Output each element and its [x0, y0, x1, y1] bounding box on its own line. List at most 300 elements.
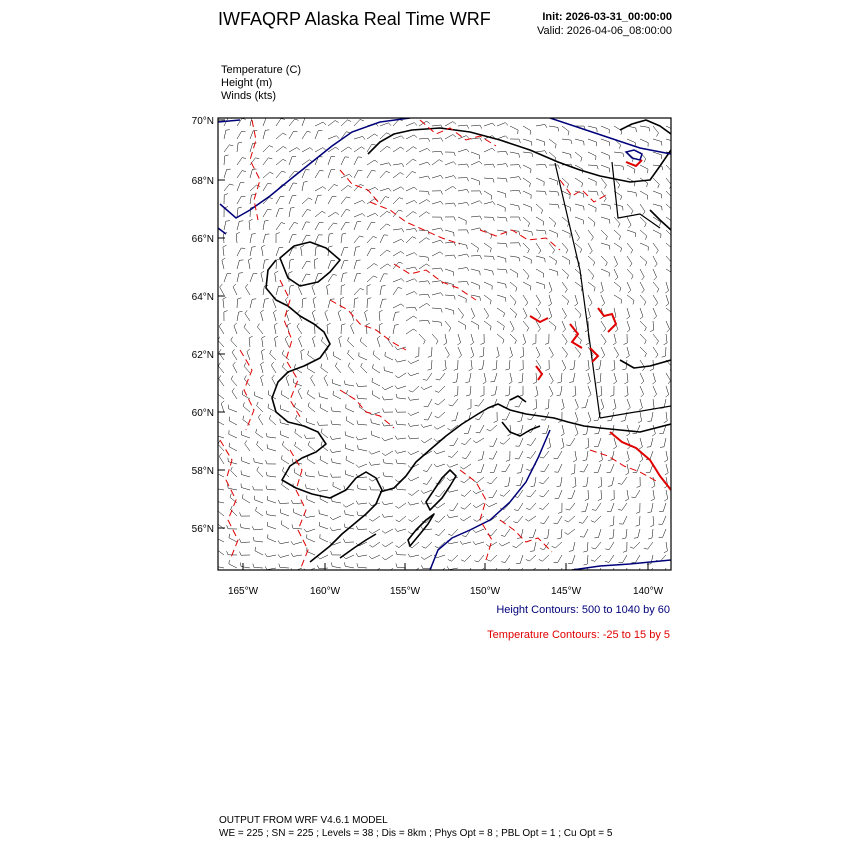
wind-barb	[229, 430, 237, 438]
wind-barb	[258, 414, 263, 425]
lon-label: 165°W	[227, 586, 259, 597]
wind-barb	[575, 347, 581, 358]
wind-barb	[408, 397, 419, 400]
wind-barb	[536, 230, 546, 235]
wind-barb	[302, 222, 310, 230]
wind-barb	[291, 553, 302, 557]
wind-barb	[497, 151, 508, 155]
wind-barb	[289, 131, 298, 139]
wind-barb	[492, 360, 497, 370]
wind-barb	[346, 416, 354, 425]
wind-barb	[627, 308, 630, 319]
wind-barb	[471, 255, 482, 259]
wind-barb	[562, 230, 570, 238]
wind-barb	[419, 162, 430, 165]
wind-barb	[539, 477, 549, 484]
wind-barb	[304, 529, 315, 532]
wind-barb	[419, 320, 430, 324]
wind-barb	[461, 490, 471, 496]
wind-barb	[664, 542, 668, 553]
wind-barb	[380, 211, 390, 217]
wind-barb	[294, 509, 302, 517]
wind-barb	[545, 334, 549, 344]
wind-barb	[449, 503, 458, 511]
wind-barb	[497, 243, 507, 247]
wind-barb	[479, 347, 484, 357]
wind-barb	[515, 438, 523, 446]
wind-barb	[255, 496, 263, 503]
wind-barb	[253, 564, 263, 568]
wind-barb	[276, 233, 280, 244]
wind-barb	[479, 360, 484, 370]
wind-barb	[596, 373, 601, 383]
wind-barb	[357, 421, 367, 426]
wind-barb	[523, 308, 527, 319]
wind-barb	[365, 310, 368, 321]
wind-barb	[276, 286, 283, 295]
wind-barb	[373, 364, 381, 373]
wind-barb	[379, 310, 383, 321]
wind-barb	[627, 217, 631, 228]
wind-barb	[289, 157, 296, 166]
wind-barb	[463, 568, 471, 576]
wind-barb	[558, 503, 562, 513]
wind-barb	[421, 555, 432, 560]
wind-barb	[261, 310, 264, 321]
wind-barb	[308, 351, 315, 360]
wind-barb	[367, 298, 371, 308]
wind-barb	[484, 282, 492, 290]
wind-barb	[218, 337, 224, 347]
wind-barb	[601, 243, 610, 250]
wind-barb	[435, 412, 445, 418]
wind-barb	[608, 568, 614, 577]
wind-barb	[575, 139, 584, 145]
wind-barb	[664, 334, 668, 345]
wind-barb	[214, 485, 224, 491]
wind-barb	[343, 539, 354, 543]
wind-barb	[215, 497, 224, 503]
wind-barb	[295, 429, 302, 438]
wind-barb	[369, 542, 380, 547]
wind-barb	[458, 295, 466, 303]
wind-barb	[473, 503, 484, 508]
wind-barb	[562, 308, 567, 319]
wind-barb	[331, 562, 341, 568]
wind-barb	[536, 243, 541, 254]
wind-barb	[419, 200, 430, 205]
wind-barb	[247, 349, 250, 360]
wind-barb	[664, 451, 667, 462]
wind-barb	[539, 503, 549, 510]
wind-barb	[666, 321, 670, 332]
wind-barb	[658, 516, 666, 524]
wind-barb	[406, 307, 417, 311]
wind-barb	[289, 119, 299, 126]
temperature-contours	[220, 120, 658, 570]
wind-barb	[328, 196, 336, 204]
wind-barb	[229, 417, 237, 425]
wind-barb	[289, 235, 296, 243]
wind-barb	[382, 529, 393, 533]
wind-barb	[546, 360, 550, 371]
wind-barb	[477, 464, 484, 473]
wind-barb	[406, 279, 417, 282]
wind-barb	[237, 171, 246, 178]
wind-barb	[393, 198, 403, 204]
wind-barb	[497, 217, 507, 222]
wind-barb	[344, 381, 354, 387]
wind-barb	[450, 438, 458, 446]
wind-barb	[518, 373, 523, 383]
wind-barb	[354, 298, 358, 308]
wind-barb	[237, 183, 244, 191]
wind-barb	[295, 403, 303, 412]
wind-barb	[613, 399, 616, 410]
wind-barb	[245, 284, 250, 295]
wind-barb	[224, 194, 228, 204]
wind-barb	[338, 310, 341, 321]
wind-barb	[432, 201, 443, 204]
wind-barb	[484, 217, 494, 221]
wind-barb	[222, 258, 225, 269]
wind-barb	[536, 347, 540, 358]
wind-barb	[367, 248, 375, 256]
wind-barb	[263, 259, 269, 269]
wind-barb	[393, 262, 403, 269]
wind-barb	[445, 186, 456, 191]
wind-barb	[432, 175, 443, 178]
field-winds-label: Winds (kts)	[221, 90, 276, 102]
wind-barb	[614, 165, 624, 170]
lon-label: 160°W	[309, 586, 341, 597]
wind-barb	[434, 464, 445, 467]
wind-barb	[471, 243, 478, 252]
wind-barb	[605, 555, 614, 562]
lon-label: 140°W	[632, 586, 664, 597]
wind-barb	[419, 281, 430, 285]
wind-barb	[361, 363, 367, 373]
wind-barb	[276, 196, 284, 204]
wind-barb	[592, 503, 601, 510]
wind-barb	[419, 138, 430, 142]
wind-barb	[367, 222, 375, 230]
wind-barb	[307, 364, 315, 373]
wind-barb	[516, 555, 523, 564]
wind-barb	[523, 269, 529, 279]
wind-barb	[358, 445, 367, 451]
wind-barb	[666, 269, 674, 278]
wind-barb	[613, 373, 616, 384]
wind-barb	[561, 438, 564, 449]
wind-barb	[263, 146, 273, 152]
wind-barb	[396, 421, 406, 425]
wind-barb	[369, 451, 380, 454]
wind-barb	[354, 157, 362, 165]
wind-barb	[241, 431, 250, 438]
wind-barb	[239, 539, 250, 543]
wind-barb	[666, 295, 669, 306]
wind-barb	[262, 245, 265, 256]
wind-barb	[523, 204, 531, 211]
wind-barb	[601, 295, 605, 306]
wind-barb	[596, 360, 601, 370]
wind-barb	[328, 136, 339, 139]
wind-barb	[458, 268, 469, 271]
wind-barb	[627, 295, 634, 304]
wind-barb	[484, 321, 491, 330]
wind-barb	[614, 295, 622, 304]
wind-barb	[315, 170, 324, 178]
wind-barb	[307, 495, 315, 503]
wind-barb	[489, 451, 497, 459]
wind-barb	[496, 347, 499, 358]
wind-barb	[445, 321, 451, 331]
wind-barb	[241, 484, 250, 491]
wind-barb	[525, 516, 536, 521]
wind-barb	[575, 282, 582, 291]
wind-barb	[250, 299, 256, 308]
wind-barb	[664, 490, 667, 501]
wind-barb	[650, 321, 654, 332]
wind-barb	[229, 443, 237, 451]
wind-barb	[325, 310, 328, 321]
wind-barb	[497, 164, 508, 168]
wind-barb	[301, 349, 305, 360]
wind-barb	[432, 308, 442, 312]
wind-barb	[497, 308, 505, 317]
wind-barb	[564, 529, 575, 535]
wind-barb	[328, 274, 337, 282]
wind-barb	[380, 299, 386, 308]
wind-barb	[333, 352, 341, 361]
wind-barb	[432, 240, 443, 243]
wind-barb	[304, 514, 315, 517]
wind-barb	[554, 516, 563, 524]
wind-barb	[588, 412, 591, 423]
wind-barb	[631, 490, 640, 498]
wind-barb	[243, 402, 250, 412]
wind-barb	[448, 555, 458, 561]
wind-barb	[588, 230, 593, 241]
lon-label: 150°W	[469, 586, 501, 597]
wind-barb	[523, 178, 530, 187]
wind-barb	[266, 472, 276, 477]
wind-barb	[640, 386, 644, 397]
wind-barb	[395, 503, 406, 508]
wind-barb	[601, 178, 607, 189]
wind-barb	[627, 399, 630, 410]
wind-barb	[510, 334, 516, 344]
wind-barb	[343, 503, 354, 507]
wind-barb	[341, 157, 349, 165]
wind-barb	[519, 386, 523, 396]
wind-barb	[356, 526, 367, 530]
wind-barb	[613, 334, 616, 345]
wind-barb	[330, 449, 341, 452]
wind-barb	[380, 163, 391, 166]
wind-barb	[523, 282, 531, 290]
wind-barb	[601, 269, 609, 277]
wind-barb	[497, 334, 504, 344]
wind-barb	[470, 334, 473, 345]
wind-barb	[561, 399, 564, 410]
wind-barb	[588, 243, 592, 254]
wind-barb	[484, 256, 494, 260]
wind-barb	[487, 425, 497, 431]
wind-barb	[653, 347, 658, 358]
wind-barb	[575, 152, 582, 162]
wind-barb	[627, 269, 633, 279]
wind-barb	[272, 375, 276, 386]
wind-barb	[659, 503, 666, 512]
wind-barb	[317, 422, 328, 426]
wind-barb	[454, 360, 458, 370]
wind-barb	[313, 336, 316, 347]
wind-barb	[341, 185, 352, 191]
wind-barb	[549, 204, 559, 208]
wind-barb	[262, 336, 266, 347]
wind-barb	[484, 164, 495, 168]
wind-barb	[434, 425, 445, 429]
wind-barb	[223, 297, 227, 308]
wind-barb	[549, 373, 553, 384]
wind-barb	[315, 222, 323, 230]
wind-barb	[640, 360, 645, 371]
wind-barb	[289, 183, 297, 191]
wind-barb	[490, 373, 497, 382]
wind-barb	[445, 308, 454, 315]
wind-barb	[562, 243, 568, 253]
wind-barb	[458, 136, 469, 139]
model-info-line1: OUTPUT FROM WRF V4.6.1 MODEL	[219, 815, 388, 826]
wind-barb	[396, 551, 406, 555]
wind-barb	[263, 234, 269, 243]
wind-barb	[651, 399, 655, 410]
wind-barb	[502, 464, 511, 472]
wind-barb	[497, 191, 506, 198]
wind-barb	[406, 292, 417, 296]
wind-barb	[513, 568, 523, 575]
wind-barb	[474, 477, 485, 483]
wind-barb	[262, 349, 265, 360]
wind-barb	[614, 269, 618, 280]
wind-barb	[221, 401, 224, 412]
wind-barb	[432, 160, 443, 165]
wind-barb	[637, 477, 641, 488]
wind-barb	[549, 126, 559, 131]
wind-barb	[588, 282, 595, 291]
wind-barb	[279, 564, 289, 568]
wind-barb	[281, 431, 289, 438]
wind-barb	[505, 477, 511, 487]
wind-barb	[614, 282, 621, 292]
wind-barb	[328, 212, 339, 217]
wind-barb	[580, 529, 588, 537]
wind-barb	[471, 269, 480, 275]
wind-barb	[568, 555, 575, 564]
wind-barb	[382, 501, 393, 504]
wind-barb	[393, 325, 399, 335]
wind-barb	[523, 295, 528, 306]
wind-barb	[331, 474, 342, 478]
wind-barb	[583, 477, 588, 487]
wind-barb	[601, 152, 609, 160]
wind-barb	[640, 204, 645, 215]
wind-barb	[276, 259, 280, 269]
wind-barb	[458, 125, 469, 129]
wind-barb	[237, 142, 242, 152]
wind-barb	[380, 188, 391, 191]
wind-barb	[282, 441, 289, 451]
wind-barb	[377, 336, 380, 347]
wind-barb	[549, 191, 559, 196]
wind-barb	[261, 271, 264, 282]
wind-barb	[219, 349, 224, 360]
wind-barb	[367, 170, 376, 178]
wind-barb	[536, 191, 546, 195]
wind-barb	[256, 507, 263, 516]
wind-barb	[276, 159, 286, 165]
wind-barb	[245, 310, 250, 321]
wind-barb	[445, 135, 456, 140]
wind-barb	[601, 217, 610, 224]
wind-barb	[475, 399, 484, 406]
wind-barb	[471, 178, 480, 185]
wind-barb	[510, 295, 516, 305]
wind-barb	[233, 362, 237, 373]
wind-barb	[549, 217, 556, 227]
wind-barb	[605, 542, 614, 550]
wind-barb	[533, 399, 537, 410]
wind-barb	[575, 217, 584, 224]
wind-barb	[432, 138, 443, 142]
wind-barb	[393, 187, 404, 191]
wind-barb	[569, 542, 575, 551]
wind-barb	[305, 472, 315, 477]
wind-barb	[311, 375, 316, 386]
wind-barb	[435, 386, 445, 392]
wind-barb	[486, 542, 497, 547]
wind-barb	[601, 399, 604, 410]
wind-barb	[356, 383, 367, 387]
wind-barb	[393, 279, 404, 282]
wind-barb	[354, 170, 362, 178]
wind-barb	[315, 211, 326, 217]
wind-barb	[445, 230, 454, 236]
wind-barb	[547, 438, 550, 449]
wind-barb	[341, 324, 345, 334]
wind-barb	[514, 503, 523, 511]
wind-barb	[549, 256, 557, 265]
wind-barb	[574, 295, 577, 306]
wind-barb	[610, 516, 614, 526]
wind-barb	[224, 311, 228, 322]
wind-barb	[458, 308, 464, 319]
wind-barb	[636, 503, 640, 513]
wind-barb	[588, 178, 596, 186]
wind-barb	[382, 555, 393, 560]
wind-barb	[380, 197, 389, 204]
wind-barb	[224, 130, 230, 139]
wind-barb	[231, 467, 237, 477]
wind-barb	[333, 482, 341, 490]
wind-barb	[341, 273, 347, 282]
wind-barb	[554, 464, 562, 472]
wind-barb	[623, 542, 627, 552]
wind-barb	[406, 147, 417, 152]
wind-barb	[382, 396, 393, 400]
